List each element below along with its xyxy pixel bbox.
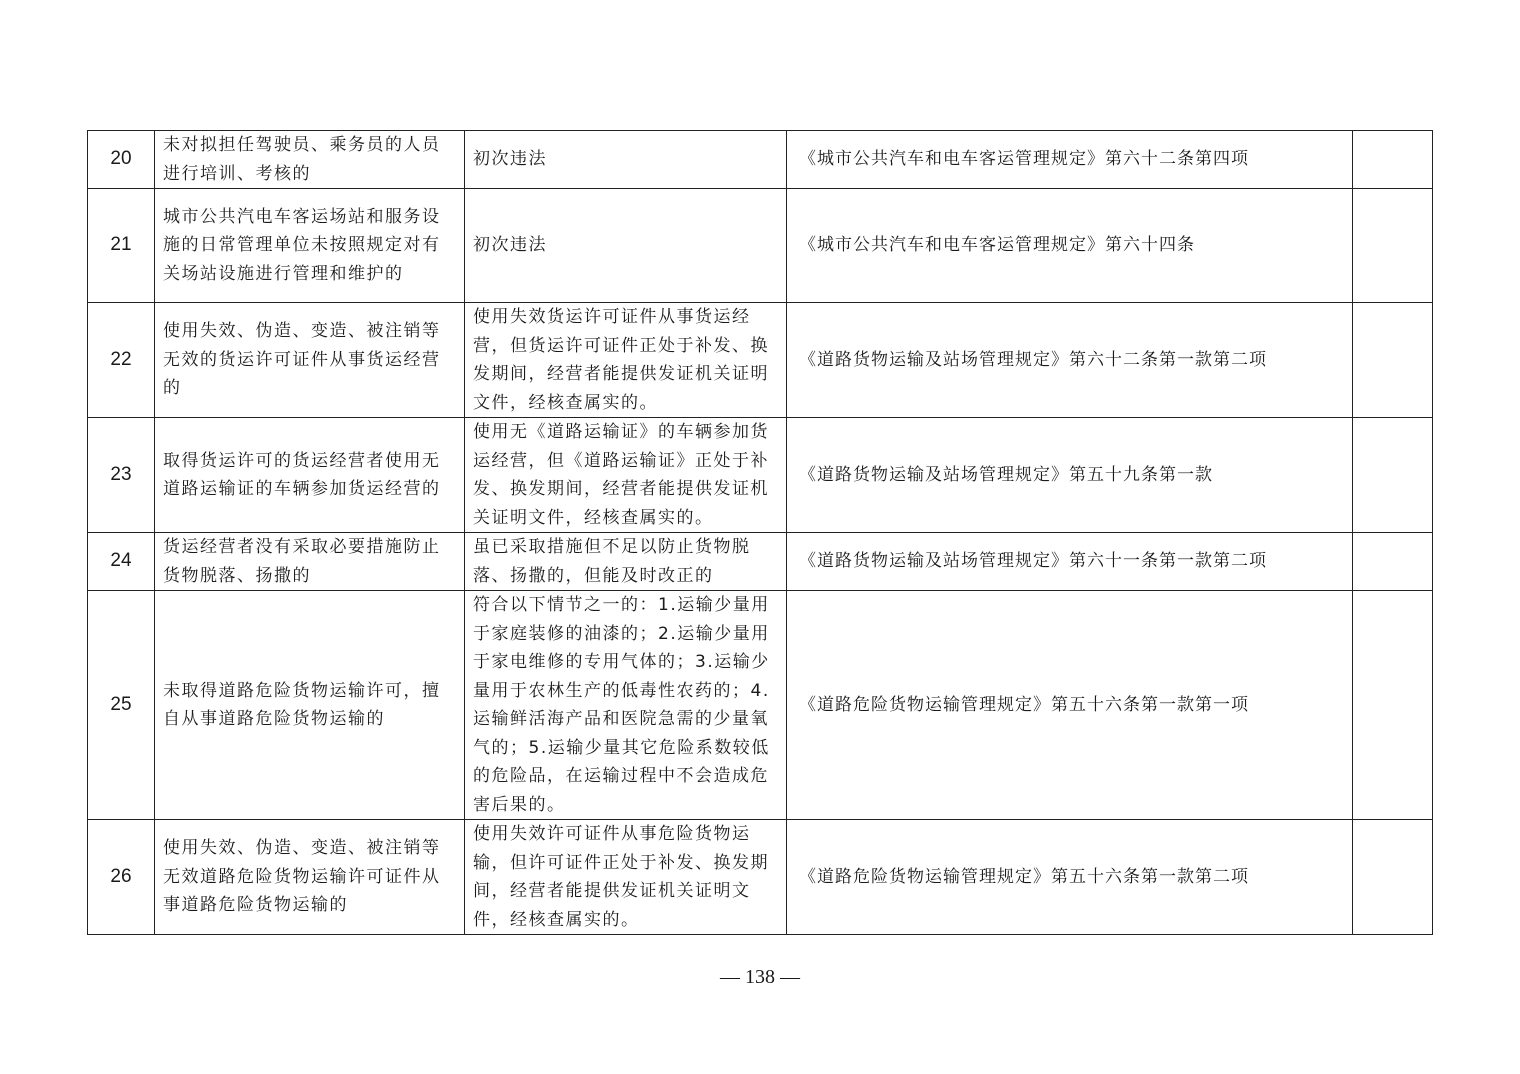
- remark-cell: [1353, 303, 1433, 418]
- table-row: [88, 820, 1433, 935]
- circumstance-cell: 符合以下情节之一的：1.运输少量用于家庭装修的油漆的；2.运输少量用于家电维修的专用气体的；3.运输少量用于农林生产的低毒性农药的；4.运输鲜活海产品和医院急需的少量氧气的；5.运输少量其它危险系数较低的危险品，在运输过程中不会造成危害后果的。: [465, 591, 787, 820]
- legal-basis-cell: 《城市公共汽车和电车客运管理规定》第六十四条: [787, 189, 1353, 303]
- page-number: — 138 —: [720, 966, 800, 988]
- row-number: 25: [88, 591, 155, 820]
- circumstance-cell: 初次违法: [465, 131, 787, 189]
- circumstance-cell: 使用失效货运许可证件从事货运经营，但货运许可证件正处于补发、换发期间，经营者能提供发证机关证明文件，经核查属实的。: [465, 303, 787, 418]
- row-number: 22: [88, 303, 155, 418]
- circumstance-cell: 使用无《道路运输证》的车辆参加货运经营，但《道路运输证》正处于补发、换发期间，经营者能提供发证机关证明文件，经核查属实的。: [465, 418, 787, 533]
- violation-description: 城市公共汽电车客运场站和服务设施的日常管理单位未按照规定对有关场站设施进行管理和维护的: [155, 189, 465, 303]
- row-number: 21: [88, 189, 155, 303]
- row-number: 26: [88, 820, 155, 935]
- violation-description: 货运经营者没有采取必要措施防止货物脱落、扬撒的: [155, 533, 465, 591]
- row-number: 24: [88, 533, 155, 591]
- violation-description: 使用失效、伪造、变造、被注销等无效的货运许可证件从事货运经营的: [155, 303, 465, 418]
- legal-basis-cell: 《道路货物运输及站场管理规定》第六十二条第一款第二项: [787, 303, 1353, 418]
- row-number: 20: [88, 131, 155, 189]
- table-row: [88, 418, 1433, 533]
- remark-cell: [1353, 418, 1433, 533]
- table-row: [88, 189, 1433, 303]
- remark-cell: [1353, 189, 1433, 303]
- remark-cell: [1353, 533, 1433, 591]
- row-number: 23: [88, 418, 155, 533]
- remark-cell: [1353, 131, 1433, 189]
- violation-description: 使用失效、伪造、变造、被注销等无效道路危险货物运输许可证件从事道路危险货物运输的: [155, 820, 465, 935]
- table-row: [88, 131, 1433, 189]
- remark-cell: [1353, 820, 1433, 935]
- violation-description: 未对拟担任驾驶员、乘务员的人员进行培训、考核的: [155, 131, 465, 189]
- legal-basis-cell: 《道路危险货物运输管理规定》第五十六条第一款第二项: [787, 820, 1353, 935]
- legal-basis-cell: 《道路危险货物运输管理规定》第五十六条第一款第一项: [787, 591, 1353, 820]
- table-row: [88, 303, 1433, 418]
- legal-basis-cell: 《城市公共汽车和电车客运管理规定》第六十二条第四项: [787, 131, 1353, 189]
- penalty-table: [87, 130, 1433, 935]
- remark-cell: [1353, 591, 1433, 820]
- circumstance-cell: 虽已采取措施但不足以防止货物脱落、扬撒的，但能及时改正的: [465, 533, 787, 591]
- violation-description: 取得货运许可的货运经营者使用无道路运输证的车辆参加货运经营的: [155, 418, 465, 533]
- circumstance-cell: 使用失效许可证件从事危险货物运输，但许可证件正处于补发、换发期间，经营者能提供发证机关证明文件，经核查属实的。: [465, 820, 787, 935]
- table-row: [88, 591, 1433, 820]
- legal-basis-cell: 《道路货物运输及站场管理规定》第五十九条第一款: [787, 418, 1353, 533]
- table-row: [88, 533, 1433, 591]
- legal-basis-cell: 《道路货物运输及站场管理规定》第六十一条第一款第二项: [787, 533, 1353, 591]
- circumstance-cell: 初次违法: [465, 189, 787, 303]
- violation-description: 未取得道路危险货物运输许可，擅自从事道路危险货物运输的: [155, 591, 465, 820]
